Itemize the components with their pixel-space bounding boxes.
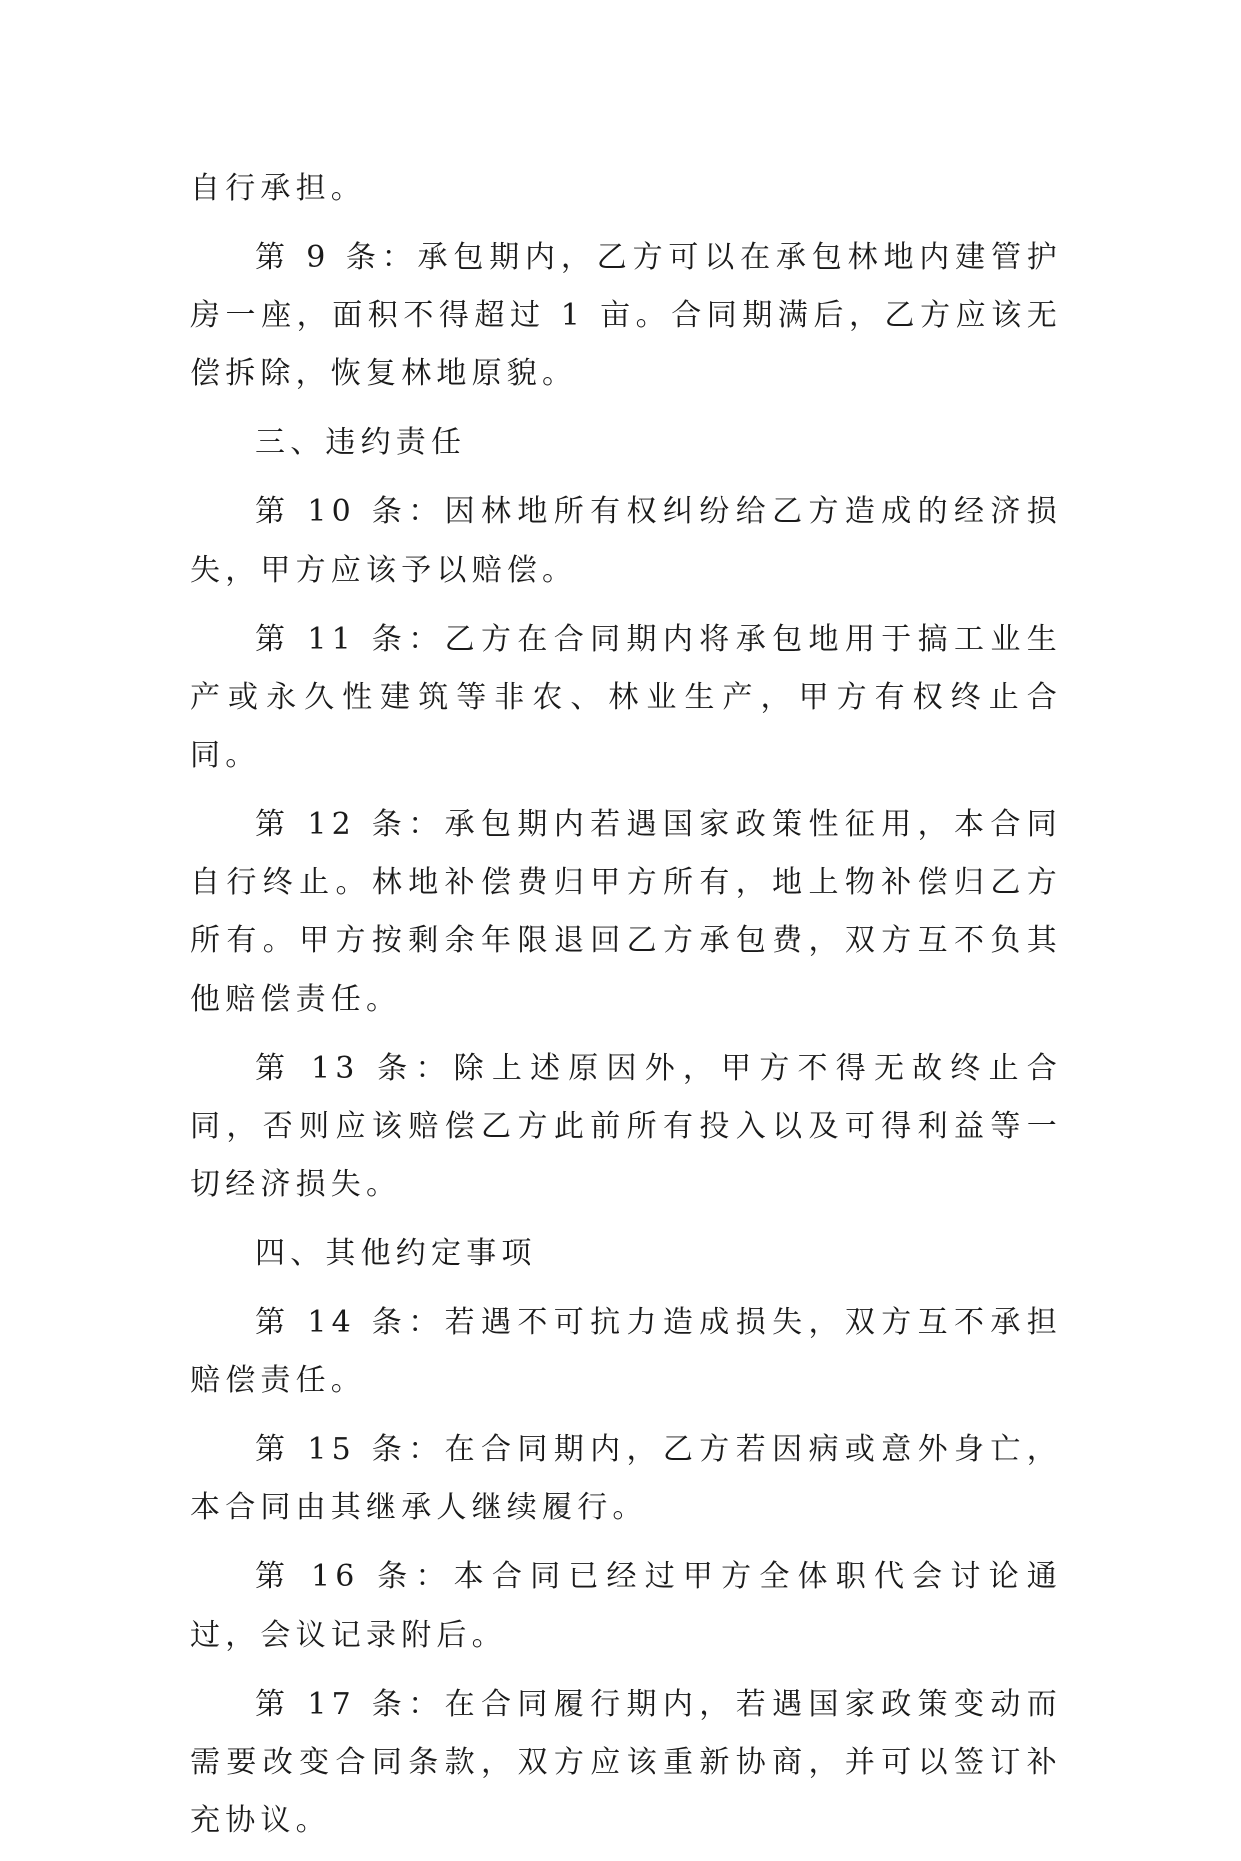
article-11: 第 11 条：乙方在合同期内将承包地用于搞工业生产或永久性建筑等非农、林业生产，甲方有权终止合同。: [190, 621, 1062, 774]
paragraph-continuation: 自行承担。: [190, 171, 366, 206]
document-body: [190, 160, 1062, 1861]
section-heading-other-matters: 四、其他约定事项: [255, 1236, 537, 1272]
article-16: 第 16 条：本合同已经过甲方全体职代会讨论通过，会议记录附后。: [190, 1559, 1062, 1653]
article-10: 第 10 条：因林地所有权纠纷给乙方造成的经济损失，甲方应该予以赔偿。: [190, 494, 1062, 588]
article-17: 第 17 条：在合同履行期内，若遇国家政策变动而需要改变合同条款，双方应该重新协商，并可以签订补充协议。: [190, 1686, 1062, 1839]
article-15: 第 15 条：在合同期内，乙方若因病或意外身亡，本合同由其继承人继续履行。: [190, 1432, 1062, 1526]
section-heading-breach-liability: 三、违约责任: [255, 425, 467, 461]
article-9: 第 9 条：承包期内，乙方可以在承包林地内建管护房一座，面积不得超过 1 亩。合同期满后，乙方应该无偿拆除，恢复林地原貌。: [190, 240, 1062, 392]
article-12: 第 12 条：承包期内若遇国家政策性征用，本合同自行终止。林地补偿费归甲方所有，地上物补偿归乙方所有。甲方按剩余年限退回乙方承包费，双方互不负其他赔偿责任。: [190, 807, 1062, 1017]
article-14: 第 14 条：若遇不可抗力造成损失，双方互不承担赔偿责任。: [190, 1305, 1062, 1399]
article-13: 第 13 条：除上述原因外，甲方不得无故终止合同，否则应该赔偿乙方此前所有投入以及可得利益等一切经济损失。: [190, 1050, 1062, 1203]
